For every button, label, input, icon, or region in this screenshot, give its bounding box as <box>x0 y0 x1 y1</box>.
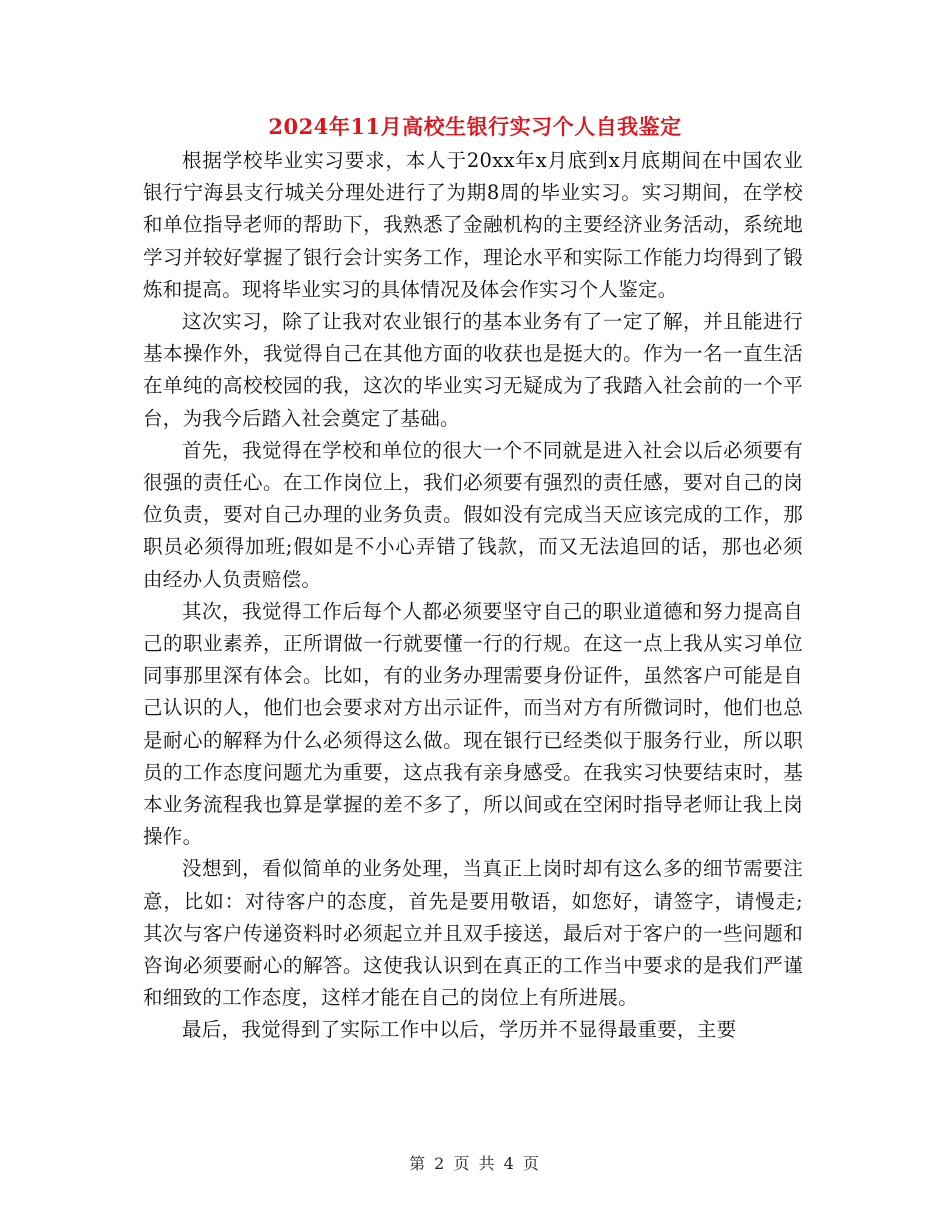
paragraph-1: 根据学校毕业实习要求，本人于20xx年x月底到x月底期间在中国农业银行宁海县支行城关分理处进行了为期8周的毕业实习。实习期间，在学校和单位指导老师的帮助下，我熟悉了金融机构的主要经济业务活动，系统地学习并较好掌握了银行会计实务工作，理论水平和实际工作能力均得到了锻炼和提高。现将毕业实习的具体情况及体会作实习个人鉴定。 <box>143 149 803 301</box>
page-number-footer: 第 2 页 共 4 页 <box>409 1154 541 1173</box>
paragraph-2: 这次实习，除了让我对农业银行的基本业务有了一定了解，并且能进行基本操作外，我觉得自己在其他方面的收获也是挺大的。作为一名一直生活在单纯的高校校园的我，这次的毕业实习无疑成为了我踏入社会前的一个平台，为我今后踏入社会奠定了基础。 <box>143 310 803 430</box>
paragraph-3: 首先，我觉得在学校和单位的很大一个不同就是进入社会以后必须要有很强的责任心。在工作岗位上，我们必须要有强烈的责任感，要对自己的岗位负责，要对自己办理的业务负责。假如没有完成当天应该完成的工作，那职员必须得加班;假如是不小心弄错了钱款，而又无法追回的话，那也必须由经办人负责赔偿。 <box>143 438 803 591</box>
paragraph-6: 最后，我觉得到了实际工作中以后，学历并不显得最重要，主要 <box>182 1018 737 1042</box>
document-body <box>143 145 803 1047</box>
document-title: 2024年11月高校生银行实习个人自我鉴定 <box>268 114 682 139</box>
paragraph-5: 没想到，看似简单的业务处理，当真正上岗时却有这么多的细节需要注意，比如：对待客户的态度，首先是要用敬语，如您好，请签字，请慢走;其次与客户传递资料时必须起立并且双手接送，最后对于客户的一些问题和咨询必须要耐心的解答。这使我认识到在真正的工作当中要求的是我们严谨和细致的工作态度，这样才能在自己的岗位上有所进展。 <box>143 857 803 1010</box>
paragraph-4: 其次，我觉得工作后每个人都必须要坚守自己的职业道德和努力提高自己的职业素养，正所谓做一行就要懂一行的行规。在这一点上我从实习单位同事那里深有体会。比如，有的业务办理需要身份证件，虽然客户可能是自己认识的人，他们也会要求对方出示证件，而当对方有所微词时，他们也总是耐心的解释为什么必须得这么做。现在银行已经类似于服务行业，所以职员的工作态度问题尤为重要，这点我有亲身感受。在我实习快要结束时，基本业务流程我也算是掌握的差不多了，所以间或在空闲时指导老师让我上岗操作。 <box>143 599 803 849</box>
